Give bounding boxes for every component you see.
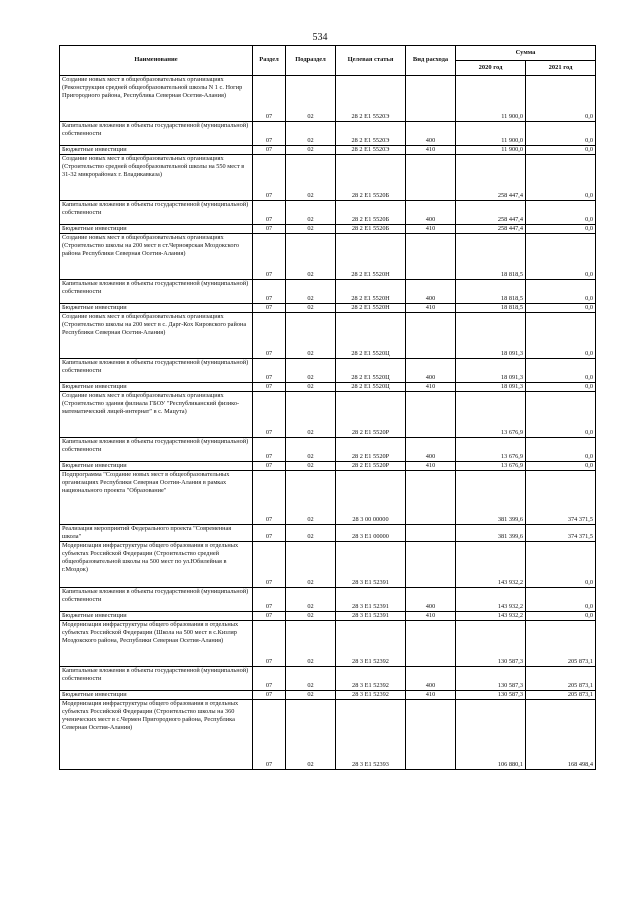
- row-target: 28 3 E1 52391: [336, 542, 406, 588]
- row-target: 28 2 E1 5520Ц: [336, 359, 406, 383]
- row-target: 28 2 E1 5520Р: [336, 438, 406, 462]
- row-section: 07: [253, 471, 286, 525]
- table-row: [60, 542, 596, 588]
- row-2021: 0,0: [526, 462, 596, 471]
- row-subsection: 02: [286, 621, 336, 667]
- row-subsection: 02: [286, 438, 336, 462]
- row-subsection: 02: [286, 667, 336, 691]
- row-2021: 0,0: [526, 438, 596, 462]
- row-2020: 11 900,0: [456, 122, 526, 146]
- row-2021: 0,0: [526, 280, 596, 304]
- row-2020: 18 091,3: [456, 359, 526, 383]
- table-row: [60, 304, 596, 313]
- row-target: 28 3 E1 52391: [336, 588, 406, 612]
- row-target: 28 3 E1 52391: [336, 612, 406, 621]
- row-subsection: 02: [286, 146, 336, 155]
- budget-table: [59, 45, 596, 770]
- row-target: 28 2 E1 5520Н: [336, 280, 406, 304]
- row-expense: [406, 700, 456, 770]
- row-expense: 400: [406, 667, 456, 691]
- table-row: [60, 621, 596, 667]
- row-2020: 381 399,6: [456, 471, 526, 525]
- row-section: 07: [253, 304, 286, 313]
- page-number: 534: [312, 32, 328, 43]
- row-name: Бюджетные инвестиции: [60, 383, 253, 392]
- row-expense: 410: [406, 383, 456, 392]
- row-2021: 374 371,5: [526, 471, 596, 525]
- row-2020: 18 091,3: [456, 383, 526, 392]
- row-target: 28 2 E1 5520Б: [336, 225, 406, 234]
- row-2021: 0,0: [526, 383, 596, 392]
- row-2020: 18 091,3: [456, 313, 526, 359]
- row-expense: 400: [406, 359, 456, 383]
- row-subsection: 02: [286, 471, 336, 525]
- row-name: Бюджетные инвестиции: [60, 612, 253, 621]
- row-2021: 205 873,1: [526, 691, 596, 700]
- row-section: 07: [253, 359, 286, 383]
- row-name: Капитальные вложения в объекты государственной (муниципальной) собственности: [60, 280, 253, 304]
- row-section: 07: [253, 280, 286, 304]
- row-2020: 18 818,5: [456, 280, 526, 304]
- table-row: [60, 612, 596, 621]
- row-subsection: 02: [286, 691, 336, 700]
- row-expense: 400: [406, 201, 456, 225]
- row-name: Капитальные вложения в объекты государственной (муниципальной) собственности: [60, 438, 253, 462]
- row-name: Капитальные вложения в объекты государственной (муниципальной) собственности: [60, 201, 253, 225]
- table-row: [60, 76, 596, 122]
- row-2020: 11 900,0: [456, 146, 526, 155]
- row-name: Капитальные вложения в объекты государственной (муниципальной) собственности: [60, 588, 253, 612]
- table-row: [60, 588, 596, 612]
- row-name: Создание новых мест в общеобразовательных организациях (Строительство школы на 200 мест в с. Дарг-Кох Кировского района Республики Северная Осетия-Алания): [60, 313, 253, 359]
- header-subsection: Подраздел: [286, 46, 336, 76]
- row-2021: 0,0: [526, 76, 596, 122]
- row-target: 28 2 E1 5520Э: [336, 122, 406, 146]
- row-subsection: 02: [286, 122, 336, 146]
- header-section: Раздел: [253, 46, 286, 76]
- row-expense: 400: [406, 588, 456, 612]
- row-target: 28 2 E1 5520Н: [336, 304, 406, 313]
- table-row: [60, 438, 596, 462]
- row-subsection: 02: [286, 392, 336, 438]
- row-section: 07: [253, 691, 286, 700]
- row-expense: 410: [406, 304, 456, 313]
- row-2021: 0,0: [526, 234, 596, 280]
- row-section: 07: [253, 383, 286, 392]
- row-name: Капитальные вложения в объекты государственной (муниципальной) собственности: [60, 359, 253, 383]
- row-2020: 258 447,4: [456, 201, 526, 225]
- row-2021: 0,0: [526, 392, 596, 438]
- row-section: 07: [253, 201, 286, 225]
- row-subsection: 02: [286, 700, 336, 770]
- header-name: Наименование: [60, 46, 253, 76]
- row-subsection: 02: [286, 542, 336, 588]
- table-row: [60, 359, 596, 383]
- row-section: 07: [253, 462, 286, 471]
- row-2020: 143 932,2: [456, 588, 526, 612]
- row-expense: 410: [406, 612, 456, 621]
- row-target: 28 3 00 00000: [336, 471, 406, 525]
- row-subsection: 02: [286, 383, 336, 392]
- row-expense: 410: [406, 691, 456, 700]
- row-2020: 130 587,3: [456, 691, 526, 700]
- row-target: 28 2 E1 5520Э: [336, 76, 406, 122]
- table-row: [60, 691, 596, 700]
- row-2020: 106 880,1: [456, 700, 526, 770]
- row-name: Бюджетные инвестиции: [60, 304, 253, 313]
- row-section: 07: [253, 588, 286, 612]
- row-subsection: 02: [286, 280, 336, 304]
- row-name: Бюджетные инвестиции: [60, 146, 253, 155]
- row-target: 28 2 E1 5520Б: [336, 201, 406, 225]
- row-2021: 0,0: [526, 201, 596, 225]
- row-section: 07: [253, 621, 286, 667]
- row-section: 07: [253, 667, 286, 691]
- row-section: 07: [253, 612, 286, 621]
- row-section: 07: [253, 122, 286, 146]
- table-row: [60, 525, 596, 542]
- row-subsection: 02: [286, 525, 336, 542]
- row-subsection: 02: [286, 462, 336, 471]
- table-row: [60, 280, 596, 304]
- row-section: 07: [253, 234, 286, 280]
- header-2020: 2020 год: [456, 61, 526, 76]
- row-subsection: 02: [286, 304, 336, 313]
- row-subsection: 02: [286, 225, 336, 234]
- row-name: Бюджетные инвестиции: [60, 691, 253, 700]
- row-target: 28 2 E1 5520Б: [336, 155, 406, 201]
- row-expense: [406, 392, 456, 438]
- row-expense: 410: [406, 462, 456, 471]
- row-expense: 400: [406, 438, 456, 462]
- row-name: Капитальные вложения в объекты государственной (муниципальной) собственности: [60, 667, 253, 691]
- row-2020: 381 399,6: [456, 525, 526, 542]
- header-2021: 2021 год: [526, 61, 596, 76]
- row-section: 07: [253, 225, 286, 234]
- row-subsection: 02: [286, 359, 336, 383]
- row-2021: 205 873,1: [526, 621, 596, 667]
- row-2020: 258 447,4: [456, 225, 526, 234]
- row-target: 28 2 E1 5520Ц: [336, 313, 406, 359]
- row-2021: 168 498,4: [526, 700, 596, 770]
- row-2020: 18 818,5: [456, 304, 526, 313]
- table-row: [60, 225, 596, 234]
- row-subsection: 02: [286, 155, 336, 201]
- table-row: [60, 383, 596, 392]
- row-section: 07: [253, 146, 286, 155]
- row-2020: 143 932,2: [456, 542, 526, 588]
- table-row: [60, 700, 596, 770]
- row-2021: 0,0: [526, 146, 596, 155]
- table-row: [60, 313, 596, 359]
- row-2020: 13 676,9: [456, 462, 526, 471]
- row-2020: 13 676,9: [456, 438, 526, 462]
- row-name: Подпрограмма "Создание новых мест в общеобразовательных организациях Республики Северная Осетия-Алания в рамках национального проекта "Образование": [60, 471, 253, 525]
- header-sum: Сумма: [456, 46, 596, 61]
- row-name: Реализация мероприятий Федерального проекта "Современная школа": [60, 525, 253, 542]
- row-2021: 0,0: [526, 588, 596, 612]
- row-2020: 18 818,5: [456, 234, 526, 280]
- row-target: 28 2 E1 5520Н: [336, 234, 406, 280]
- row-target: 28 3 E1 52392: [336, 667, 406, 691]
- row-section: 07: [253, 438, 286, 462]
- row-target: 28 3 E1 52393: [336, 700, 406, 770]
- row-name: Модернизация инфраструктуры общего образования в отдельных субъектах Российской Федерации (Строительство средней общеобразовательной школы на 500 мест по ул.Юбилейная в г.Моздок): [60, 542, 253, 588]
- row-name: Модернизация инфраструктуры общего образования в отдельных субъектах Российской Федерации (Школа на 500 мест в с.Кизляр Моздокского района, Республики Северная Осетия-Алания): [60, 621, 253, 667]
- row-2021: 0,0: [526, 313, 596, 359]
- table-row: [60, 122, 596, 146]
- row-expense: [406, 234, 456, 280]
- row-target: 28 2 E1 5520Ц: [336, 383, 406, 392]
- table-row: [60, 146, 596, 155]
- row-expense: [406, 525, 456, 542]
- row-2021: 205 873,1: [526, 667, 596, 691]
- row-target: 28 2 E1 5520Р: [336, 392, 406, 438]
- row-expense: 410: [406, 146, 456, 155]
- row-expense: 400: [406, 280, 456, 304]
- row-subsection: 02: [286, 234, 336, 280]
- row-2021: 0,0: [526, 359, 596, 383]
- row-name: Создание новых мест в общеобразовательных организациях (Строительство здания филиала ГБОУ "Республиканский физико-математический лицей-интернат" в с. Мацута): [60, 392, 253, 438]
- row-name: Создание новых мест в общеобразовательных организациях (Строительство средней общеобразовательной школы на 550 мест в 31-32 микрорайонах г. Владикавказа): [60, 155, 253, 201]
- row-expense: [406, 76, 456, 122]
- row-subsection: 02: [286, 313, 336, 359]
- row-name: Капитальные вложения в объекты государственной (муниципальной) собственности: [60, 122, 253, 146]
- table-row: [60, 155, 596, 201]
- row-2020: 11 900,0: [456, 76, 526, 122]
- row-subsection: 02: [286, 612, 336, 621]
- row-expense: 400: [406, 122, 456, 146]
- row-2021: 0,0: [526, 122, 596, 146]
- table-row: [60, 471, 596, 525]
- row-2020: 258 447,4: [456, 155, 526, 201]
- row-name: Бюджетные инвестиции: [60, 225, 253, 234]
- row-expense: [406, 313, 456, 359]
- row-2020: 143 932,2: [456, 612, 526, 621]
- row-subsection: 02: [286, 76, 336, 122]
- table-row: [60, 201, 596, 225]
- row-section: 07: [253, 313, 286, 359]
- row-2021: 0,0: [526, 225, 596, 234]
- row-target: 28 2 E1 5520Э: [336, 146, 406, 155]
- row-2021: 0,0: [526, 542, 596, 588]
- table-row: [60, 462, 596, 471]
- row-target: 28 3 E1 52392: [336, 691, 406, 700]
- row-target: 28 3 E1 00000: [336, 525, 406, 542]
- header-expense: Вид расхода: [406, 46, 456, 76]
- row-expense: [406, 542, 456, 588]
- row-section: 07: [253, 700, 286, 770]
- row-2020: 13 676,9: [456, 392, 526, 438]
- header-target: Целевая статья: [336, 46, 406, 76]
- row-subsection: 02: [286, 588, 336, 612]
- row-2020: 130 587,3: [456, 667, 526, 691]
- row-2021: 0,0: [526, 612, 596, 621]
- row-expense: [406, 471, 456, 525]
- row-name: Модернизация инфраструктуры общего образования в отдельных субъектах Российской Федерации (Строительство школы на 360 ученических мест в с.Чермен Пригородного района, Республика Северная Осетия-Алания): [60, 700, 253, 770]
- row-section: 07: [253, 155, 286, 201]
- row-2021: 0,0: [526, 304, 596, 313]
- row-section: 07: [253, 76, 286, 122]
- row-section: 07: [253, 525, 286, 542]
- row-expense: [406, 621, 456, 667]
- row-2020: 130 587,3: [456, 621, 526, 667]
- row-name: Создание новых мест в общеобразовательных организациях (Строительство школы на 200 мест в ст.Черноярская Моздокского района Республики Северная Осетия-Алания): [60, 234, 253, 280]
- row-name: Бюджетные инвестиции: [60, 462, 253, 471]
- row-expense: 410: [406, 225, 456, 234]
- row-name: Создание новых мест в общеобразовательных организациях (Реконструкция средней общеобразовательной школы N 1 с. Ногир Пригородного района, Республика Северная Осетия-Алания): [60, 76, 253, 122]
- row-2021: 374 371,5: [526, 525, 596, 542]
- row-subsection: 02: [286, 201, 336, 225]
- row-target: 28 3 E1 52392: [336, 621, 406, 667]
- table-row: [60, 234, 596, 280]
- row-expense: [406, 155, 456, 201]
- table-row: [60, 392, 596, 438]
- row-section: 07: [253, 392, 286, 438]
- table-row: [60, 667, 596, 691]
- row-section: 07: [253, 542, 286, 588]
- row-target: 28 2 E1 5520Р: [336, 462, 406, 471]
- row-2021: 0,0: [526, 155, 596, 201]
